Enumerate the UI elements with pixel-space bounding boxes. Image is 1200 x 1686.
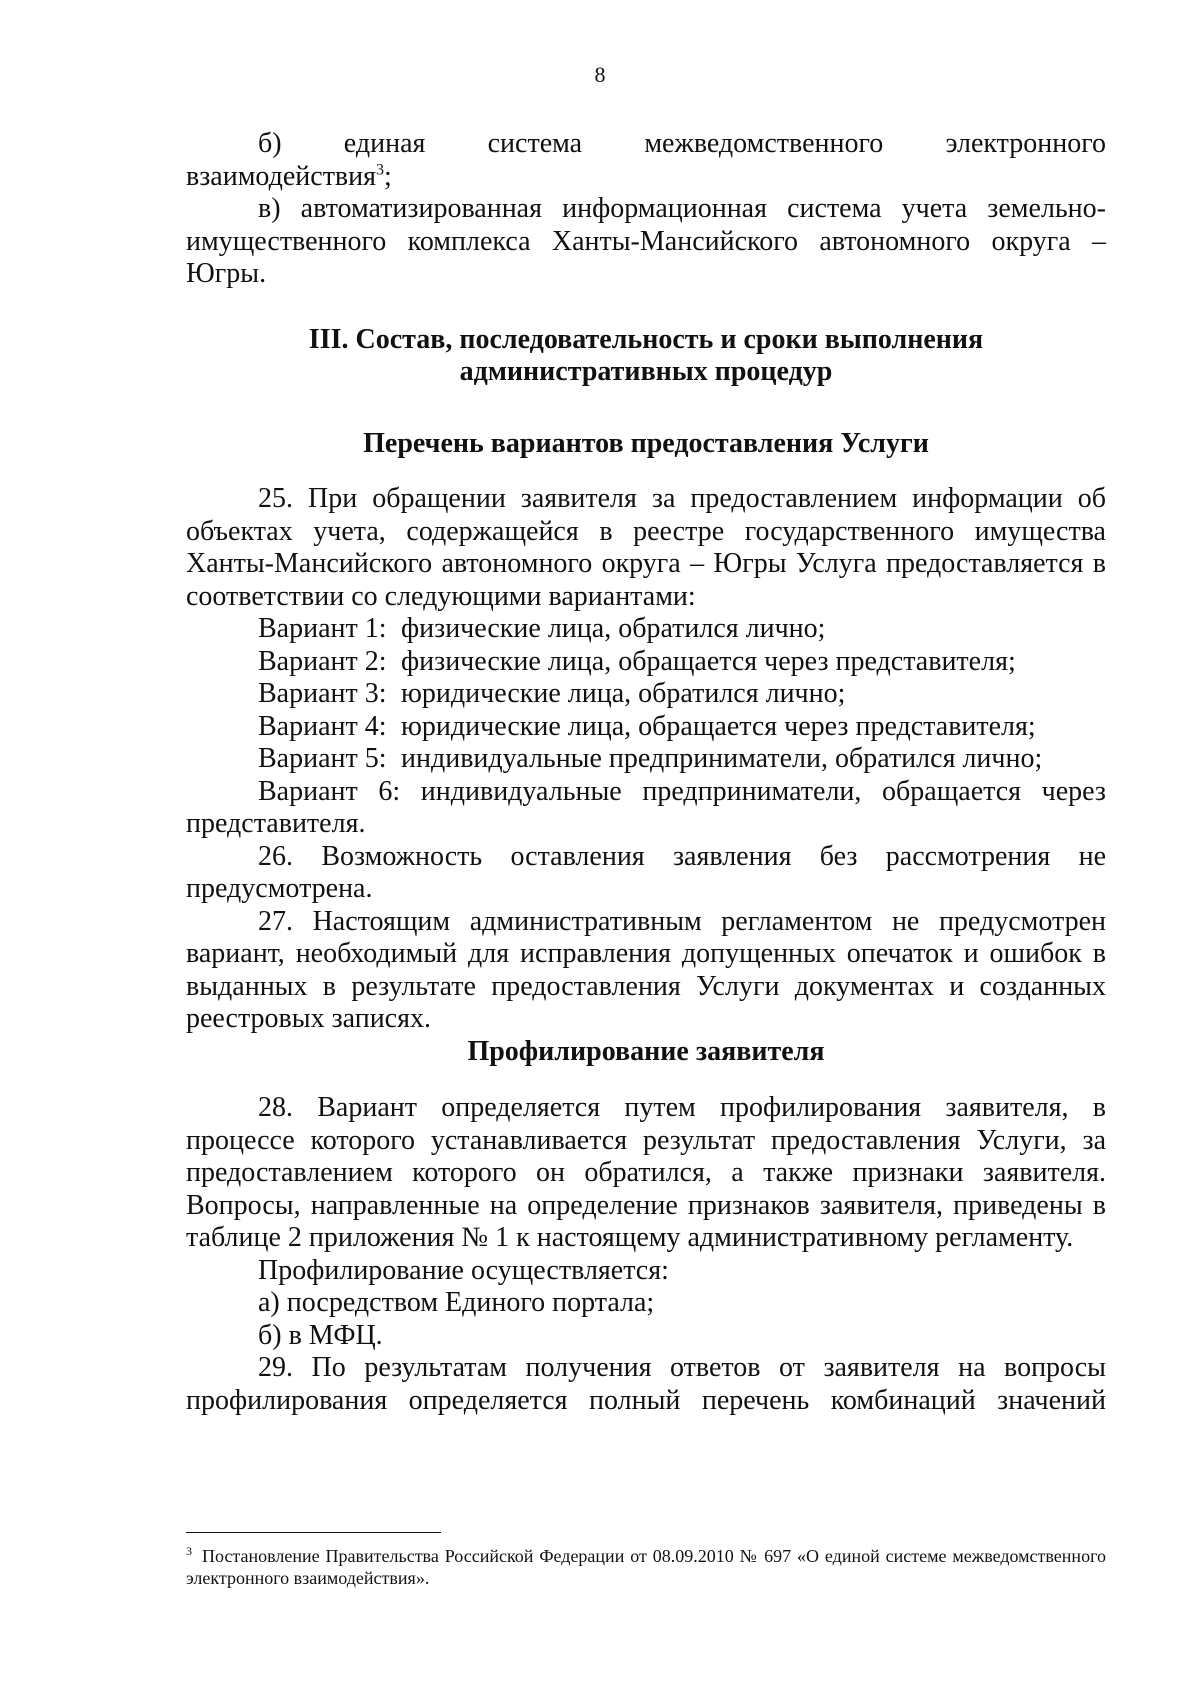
variant-text: физические лица, обращается через представителя; xyxy=(401,645,1016,677)
footnote-ref: 3 xyxy=(376,161,385,179)
variant-text: физические лица, обратился лично; xyxy=(401,613,826,644)
paragraph-28: 28. Вариант определяется путем профилирования заявителя, в процессе которого устанавливается результат предоставления Услуги, за предоставлением которого он обратился, а также признаки заявителя. Вопросы, направленные на определение признаков заявителя, приведены в таблице 2 приложения № 1 к настоящему административному регламенту. xyxy=(186,1092,1106,1253)
variant-text: юридические лица, обратился лично; xyxy=(401,678,846,709)
subheading-profiling xyxy=(186,1036,1106,1068)
paragraph-26: 26. Возможность оставления заявления без рассмотрения не предусмотрена. xyxy=(186,840,1106,904)
subheading-variants-text: Перечень вариантов предоставления Услуги xyxy=(363,428,929,459)
variant-label: Вариант 1: xyxy=(258,613,387,644)
variant-row xyxy=(186,711,1106,744)
section3-body xyxy=(186,483,1106,1036)
section-heading xyxy=(186,324,1106,388)
variant-label: Вариант 2: xyxy=(258,645,387,677)
variant-row xyxy=(186,678,1106,711)
item-b-line2 xyxy=(186,161,1106,194)
footnote-mark: 3 xyxy=(186,1544,192,1558)
variant-label: Вариант 5: xyxy=(258,743,387,774)
variant-row xyxy=(186,613,1106,646)
variant-row xyxy=(186,743,1106,776)
variant-text: юридические лица, обращается через представителя; xyxy=(401,710,1036,742)
section-heading-line2: административных процедур xyxy=(459,356,833,387)
paragraph-29: 29. По результатам получения ответов от заявителя на вопросы профилирования определяется полный перечень комбинаций значений xyxy=(186,1352,1106,1416)
variant-6: Вариант 6: индивидуальные предприниматели, обращается через представителя. xyxy=(186,775,1106,839)
section-heading-line1: III. Состав, последовательность и сроки выполнения xyxy=(308,324,984,355)
variant-label: Вариант 3: xyxy=(258,678,387,709)
item-b-line1: б) единая система межведомственного электронного xyxy=(258,128,1106,159)
variant-label: Вариант 4: xyxy=(258,710,387,742)
page-number: 8 xyxy=(594,62,606,87)
profiling-body xyxy=(186,1092,1106,1417)
footnote-separator xyxy=(186,1532,441,1533)
footnote xyxy=(186,1545,1106,1589)
variant-row xyxy=(186,646,1106,679)
profiling-intro: Профилирование осуществляется: xyxy=(258,1254,669,1286)
paragraph-27: 27. Настоящим административным регламентом не предусмотрен вариант, необходимый для исправления допущенных опечаток и ошибок в выданных в результате предоставления Услуги документах и созданных реестровых записях. xyxy=(186,905,1106,1034)
paragraph-25: 25. При обращении заявителя за предоставлением информации об объектах учета, содержащейся в реестре государственного имущества Ханты-Мансийского автономного округа – Югры Услуга предоставляется в соответствии со следующими вариантами: xyxy=(186,483,1106,612)
profiling-item-b: б) в МФЦ. xyxy=(258,1319,383,1351)
subheading-profiling-text: Профилирование заявителя xyxy=(467,1036,825,1067)
item-b-end: ; xyxy=(384,160,392,192)
footnote-text: Постановление Правительства Российской Федерации от 08.09.2010 № 697 «О единой системе межведомственного электронного взаимодействия». xyxy=(186,1546,1106,1588)
variant-text: индивидуальные предприниматели, обратился лично; xyxy=(401,743,1043,774)
item-b-text: взаимодействия xyxy=(186,160,377,192)
item-v: в) автоматизированная информационная система учета земельно-имущественного комплекса Ханты-Мансийского автономного округа – Югры. xyxy=(186,193,1106,289)
intro-block xyxy=(186,128,1106,291)
subheading-variants xyxy=(186,428,1106,460)
profiling-item-a: а) посредством Единого портала; xyxy=(258,1287,655,1318)
